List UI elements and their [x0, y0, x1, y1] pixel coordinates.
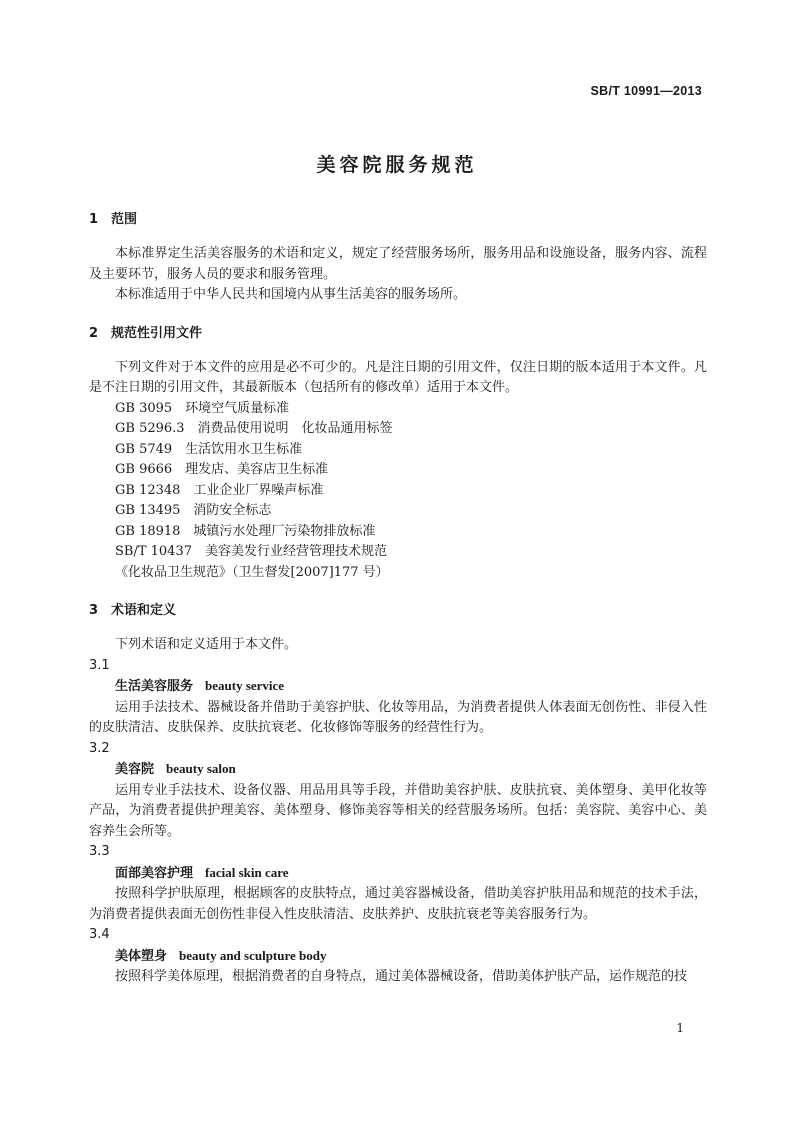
reference-item: GB 5296.3 消费品使用说明 化妆品通用标签 — [115, 421, 393, 436]
term-number: 3.1 — [89, 657, 110, 673]
terms-intro: 下列术语和定义适用于本文件。 — [115, 637, 298, 652]
term-definition: 运用专业手法技术、设备仪器、用品用具等手段，并借助美容护肤、皮肤抗衰、美体塑身、美甲化妆等产品，为消费者提供护理美容、美体塑身、修饰美容等相关的经营服务场所。包括：美容院、美容中心、美容养生会所等。 — [89, 782, 707, 839]
scope-paragraph-2: 本标准适用于中华人民共和国境内从事生活美容的服务场所。 — [115, 287, 467, 302]
section-heading-2: 2 规范性引用文件 — [89, 325, 203, 341]
references-intro: 下列文件对于本文件的应用是必不可少的。凡是注日期的引用文件，仅注日期的版本适用于本文件。凡是不注日期的引用文件，其最新版本（包括所有的修改单）适用于本文件。 — [89, 359, 707, 395]
page-number: 1 — [676, 1021, 684, 1035]
term-number: 3.2 — [89, 740, 110, 756]
term-definition: 运用手法技术、器械设备并借助于美容护肤、化妆等用品，为消费者提供人体表面无创伤性、非侵入性的皮肤清洁、皮肤保养、皮肤抗衰老、化妆修饰等服务的经营性行为。 — [89, 699, 707, 735]
standard-code: SB/T 10991—2013 — [590, 84, 702, 98]
term-name: 生活美容服务 beauty service — [115, 678, 285, 694]
reference-item: GB 3095 环境空气质量标准 — [115, 400, 290, 416]
document-title: 美容院服务规范 — [316, 154, 478, 176]
term-number: 3.3 — [89, 844, 110, 859]
document-body — [89, 210, 707, 988]
scope-paragraph-1: 本标准界定生活美容服务的术语和定义，规定了经营服务场所，服务用品和设施设备，服务内容、流程及主要环节，服务人员的要求和服务管理。 — [89, 246, 707, 282]
term-name: 面部美容护理 facial skin care — [115, 864, 289, 881]
reference-item: 《化妆品卫生规范》（卫生督发[2007]177 号） — [115, 564, 389, 580]
reference-item: GB 5749 生活饮用水卫生标准 — [115, 441, 303, 457]
term-definition: 按照科学护肤原理，根据顾客的皮肤特点，通过美容器械设备，借助美容护肤用品和规范的技术手法，为消费者提供表面无创伤性非侵入性皮肤清洁、皮肤养护、皮肤抗衰老等美容服务行为。 — [89, 886, 707, 922]
reference-item: GB 18918 城镇污水处理厂污染物排放标准 — [115, 523, 376, 539]
section-heading-3: 3 术语和定义 — [89, 603, 177, 618]
section-heading-1: 1 范围 — [89, 212, 138, 227]
term-number: 3.4 — [89, 927, 110, 942]
reference-item: GB 13495 消防安全标志 — [115, 503, 272, 518]
reference-item: GB 9666 理发店、美容店卫生标准 — [115, 462, 329, 477]
term-name: 美体塑身 beauty and sculpture body — [115, 947, 327, 964]
reference-item: GB 12348 工业企业厂界噪声标准 — [115, 482, 324, 498]
term-definition: 按照科学美体原理，根据消费者的自身特点，通过美体器械设备，借助美体护肤产品，运作规范的技 — [115, 969, 688, 984]
term-name: 美容院 beauty salon — [115, 761, 236, 777]
reference-item: SB/T 10437 美容美发行业经营管理技术规范 — [115, 544, 387, 559]
